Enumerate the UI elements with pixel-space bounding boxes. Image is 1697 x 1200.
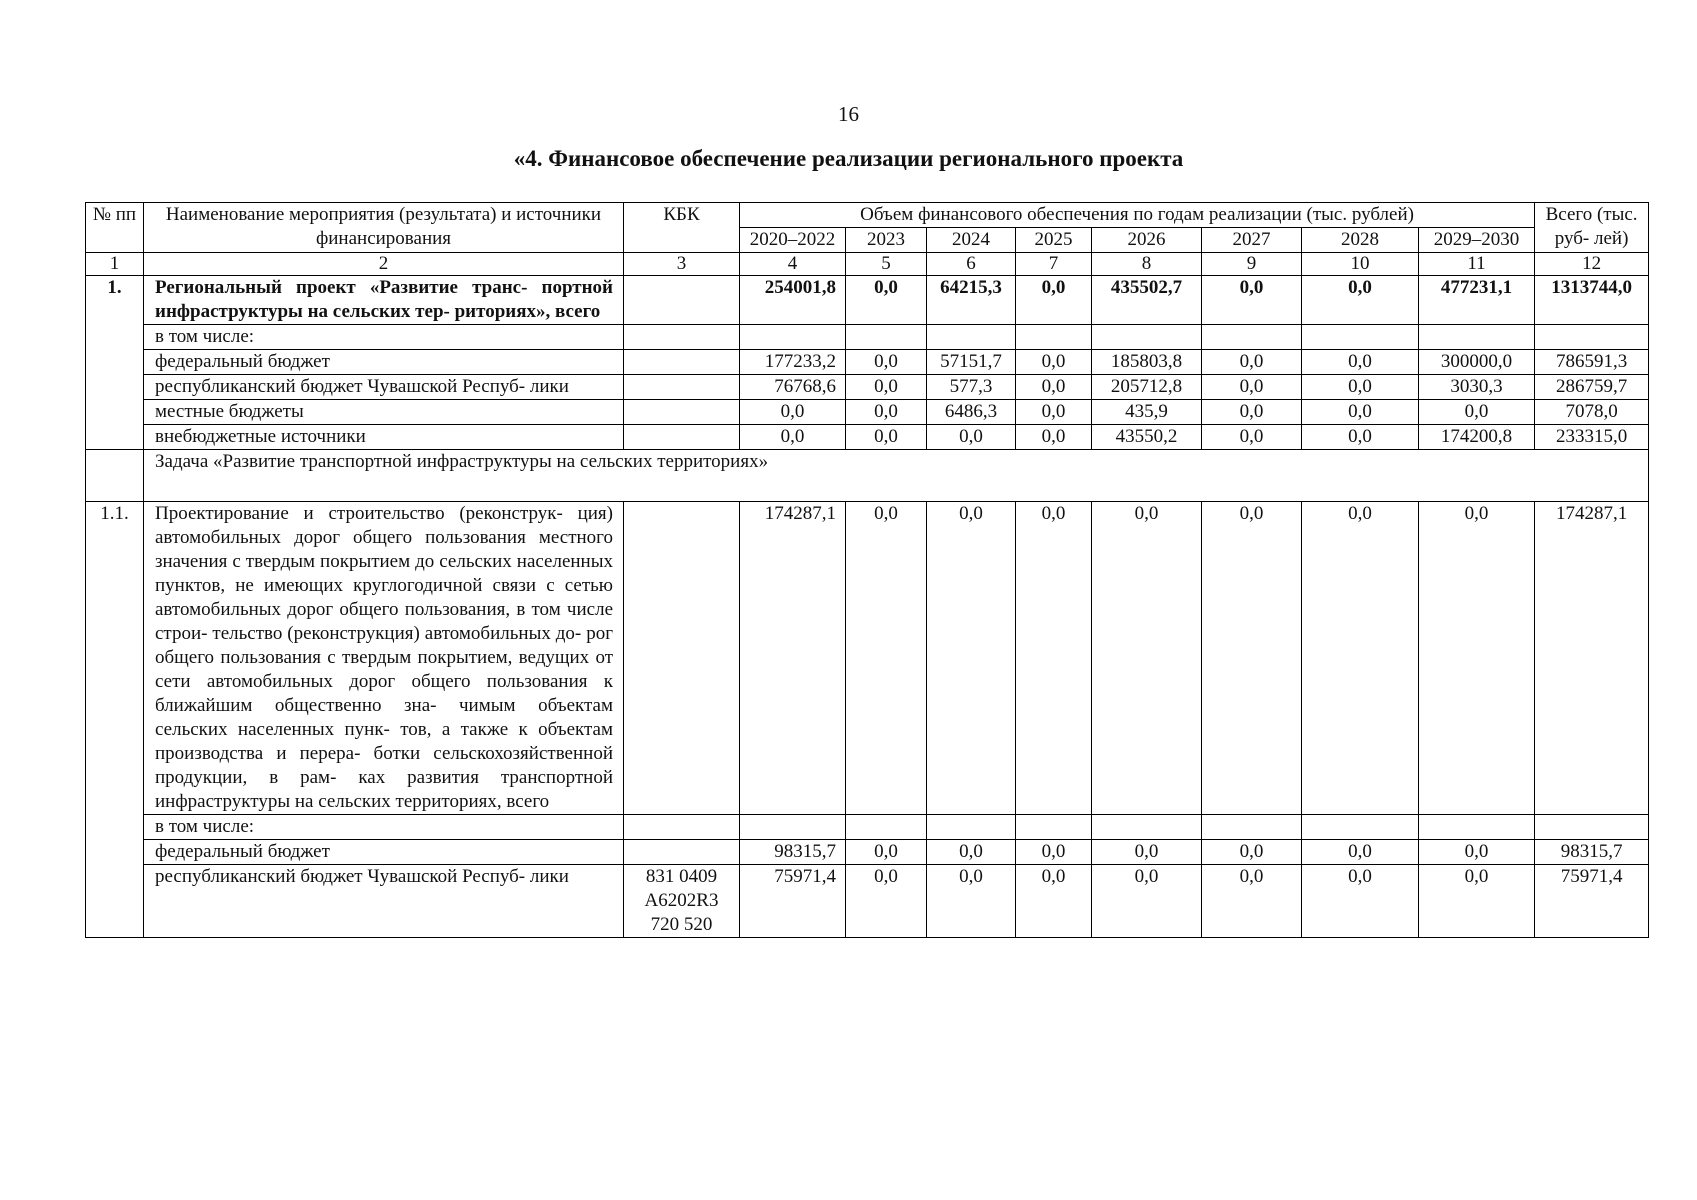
value-cell: 174287,1 [1535, 502, 1649, 815]
row-name: местные бюджеты [144, 400, 624, 425]
table-row-measure-republic [86, 865, 1649, 938]
value-cell: 0,0 [1016, 400, 1092, 425]
header-year: 2024 [927, 228, 1016, 253]
value-cell: 0,0 [846, 400, 927, 425]
table-row-task [86, 450, 1649, 502]
value-cell: 477231,1 [1419, 276, 1535, 325]
header-year: 2023 [846, 228, 927, 253]
column-index-row [86, 253, 1649, 276]
financing-table [85, 202, 1649, 938]
value-cell: 0,0 [1092, 502, 1202, 815]
value-cell: 0,0 [1016, 276, 1092, 325]
value-cell: 0,0 [1419, 840, 1535, 865]
column-index: 11 [1419, 253, 1535, 276]
header-no: № пп [86, 203, 144, 253]
row-name: внебюджетные источники [144, 425, 624, 450]
table-row-project-total [86, 276, 1649, 325]
row-name: Проектирование и строительство (реконструк- ция) автомобильных дорог общего пользования местного значения с твердым покрытием до сельских населенных пунктов, не имеющих круглогодичной связи с сетью автомобильных дорог общего пользования, в том числе строи- тельство (реконструкция) автомобильных до- рог общего пользования с твердым покрытием, ведущих от сети автомобильных дорог общего пользования к ближайшим общественно зна- чимым объектам сельских населенных пунк- тов, а также к объектам производства и перера- ботки сельскохозяйственной продукции, в рам- ках развития транспортной инфраструктуры на сельских территориях, всего [144, 502, 624, 815]
header-name: Наименование мероприятия (результата) и источники финансирования [144, 203, 624, 253]
column-index: 7 [1016, 253, 1092, 276]
value-cell: 0,0 [1016, 350, 1092, 375]
value-cell: 0,0 [1202, 502, 1302, 815]
value-cell: 0,0 [1302, 400, 1419, 425]
value-cell: 0,0 [1016, 425, 1092, 450]
value-cell: 0,0 [1302, 502, 1419, 815]
value-cell: 0,0 [1202, 276, 1302, 325]
value-cell: 0,0 [846, 375, 927, 400]
value-cell: 43550,2 [1092, 425, 1202, 450]
value-cell: 98315,7 [740, 840, 846, 865]
value-cell: 0,0 [927, 865, 1016, 938]
table-row-project-extrabudget [86, 425, 1649, 450]
row-number: 1. [86, 276, 144, 450]
value-cell: 0,0 [846, 840, 927, 865]
value-cell: 0,0 [1016, 865, 1092, 938]
task-label: Задача «Развитие транспортной инфраструктуры на сельских территориях» [144, 450, 1649, 502]
header-year: 2026 [1092, 228, 1202, 253]
value-cell: 0,0 [1016, 502, 1092, 815]
value-cell: 76768,6 [740, 375, 846, 400]
value-cell: 0,0 [1302, 865, 1419, 938]
value-cell: 7078,0 [1535, 400, 1649, 425]
value-cell: 0,0 [1202, 400, 1302, 425]
value-cell: 0,0 [1302, 375, 1419, 400]
page-number: 16 [838, 102, 859, 126]
value-cell: 435502,7 [1092, 276, 1202, 325]
value-cell: 0,0 [1302, 276, 1419, 325]
page-title: «4. Финансовое обеспечение реализации регионального проекта [513, 146, 1184, 171]
value-cell: 0,0 [1092, 840, 1202, 865]
header-year: 2025 [1016, 228, 1092, 253]
value-cell: 174200,8 [1419, 425, 1535, 450]
value-cell: 0,0 [1202, 425, 1302, 450]
value-cell: 0,0 [1302, 840, 1419, 865]
column-index: 6 [927, 253, 1016, 276]
value-cell: 0,0 [1016, 840, 1092, 865]
table-row-measure [86, 502, 1649, 815]
table-row-project-federal [86, 350, 1649, 375]
table-row-measure-federal [86, 840, 1649, 865]
value-cell: 3030,3 [1419, 375, 1535, 400]
row-name: Региональный проект «Развитие транс- портной инфраструктуры на сельских тер- риториях», всего [144, 276, 624, 325]
value-cell: 0,0 [846, 425, 927, 450]
header-year: 2029–2030 [1419, 228, 1535, 253]
value-cell: 0,0 [740, 425, 846, 450]
value-cell: 0,0 [1202, 840, 1302, 865]
table-row-project-republic [86, 375, 1649, 400]
value-cell: 0,0 [846, 502, 927, 815]
value-cell: 205712,8 [1092, 375, 1202, 400]
value-cell: 0,0 [1419, 865, 1535, 938]
column-index: 10 [1302, 253, 1419, 276]
header-total: Всего (тыс. руб- лей) [1535, 203, 1649, 253]
table-row-project-local [86, 400, 1649, 425]
value-cell: 177233,2 [740, 350, 846, 375]
value-cell: 435,9 [1092, 400, 1202, 425]
row-name: федеральный бюджет [144, 840, 624, 865]
value-cell: 6486,3 [927, 400, 1016, 425]
column-index: 5 [846, 253, 927, 276]
value-cell: 254001,8 [740, 276, 846, 325]
value-cell: 0,0 [927, 502, 1016, 815]
header-year: 2020–2022 [740, 228, 846, 253]
value-cell: 0,0 [740, 400, 846, 425]
row-number: 1.1. [86, 502, 144, 938]
row-name: республиканский бюджет Чувашской Респуб- лики [144, 865, 624, 938]
row-name: республиканский бюджет Чувашской Респуб- лики [144, 375, 624, 400]
header-volume: Объем финансового обеспечения по годам реализации (тыс. рублей) [740, 203, 1535, 228]
column-index: 1 [86, 253, 144, 276]
row-name: федеральный бюджет [144, 350, 624, 375]
value-cell: 0,0 [1016, 375, 1092, 400]
value-cell: 1313744,0 [1535, 276, 1649, 325]
value-cell: 0,0 [1202, 350, 1302, 375]
value-cell: 0,0 [1202, 865, 1302, 938]
value-cell: 233315,0 [1535, 425, 1649, 450]
value-cell: 98315,7 [1535, 840, 1649, 865]
value-cell: 75971,4 [1535, 865, 1649, 938]
value-cell: 0,0 [927, 425, 1016, 450]
column-index: 9 [1202, 253, 1302, 276]
row-name: в том числе: [144, 815, 624, 840]
value-cell: 0,0 [927, 840, 1016, 865]
value-cell: 286759,7 [1535, 375, 1649, 400]
value-cell: 0,0 [1092, 865, 1202, 938]
value-cell: 0,0 [846, 350, 927, 375]
value-cell: 185803,8 [1092, 350, 1202, 375]
row-name: в том числе: [144, 325, 624, 350]
row-kbk [624, 276, 740, 325]
value-cell: 0,0 [846, 865, 927, 938]
value-cell: 75971,4 [740, 865, 846, 938]
column-index: 2 [144, 253, 624, 276]
column-index: 3 [624, 253, 740, 276]
value-cell: 0,0 [1302, 350, 1419, 375]
value-cell: 300000,0 [1419, 350, 1535, 375]
header-row-1 [86, 203, 1649, 228]
value-cell: 0,0 [1419, 400, 1535, 425]
value-cell: 786591,3 [1535, 350, 1649, 375]
header-year: 2027 [1202, 228, 1302, 253]
value-cell: 0,0 [1302, 425, 1419, 450]
header-year: 2028 [1302, 228, 1419, 253]
column-index: 12 [1535, 253, 1649, 276]
value-cell: 64215,3 [927, 276, 1016, 325]
table-row-measure-including [86, 815, 1649, 840]
value-cell: 57151,7 [927, 350, 1016, 375]
header-kbk: КБК [624, 203, 740, 253]
value-cell: 577,3 [927, 375, 1016, 400]
column-index: 8 [1092, 253, 1202, 276]
row-kbk: 831 0409 А6202R3 720 520 [624, 865, 740, 938]
value-cell: 0,0 [1419, 502, 1535, 815]
table-row-project-including [86, 325, 1649, 350]
value-cell: 0,0 [846, 276, 927, 325]
column-index: 4 [740, 253, 846, 276]
value-cell: 0,0 [1202, 375, 1302, 400]
value-cell: 174287,1 [740, 502, 846, 815]
